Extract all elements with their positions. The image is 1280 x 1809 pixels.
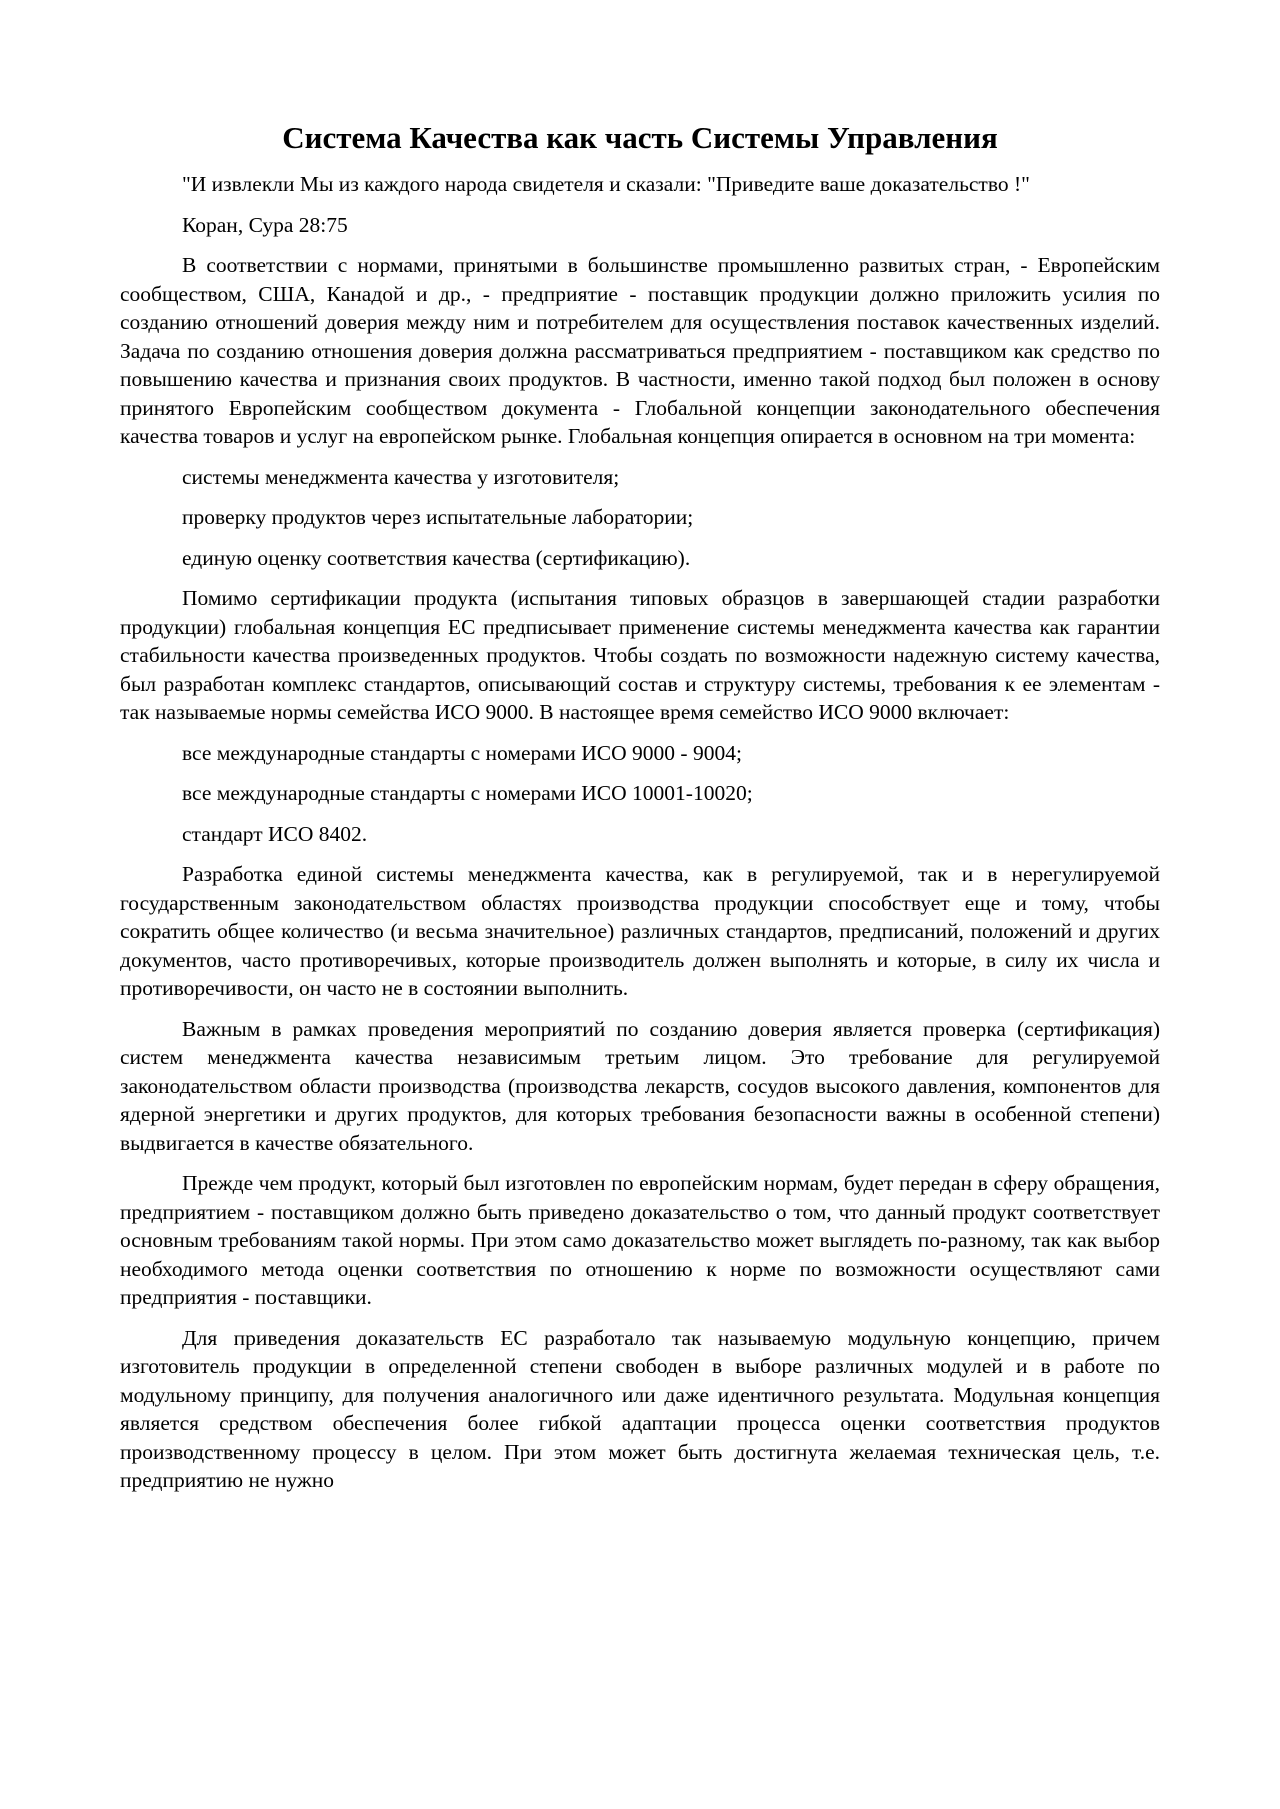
paragraph-4: Важным в рамках проведения мероприятий по созданию доверия является проверка (сертификация) систем менеджмента качества независимым третьим лицом. Это требование для регулируемой законодательством области производства (производства лекарств, сосудов высокого давления, компонентов для ядерной энергетики и других продуктов, для которых требования безопасности важны в особенной степени) выдвигается в качестве обязательного. [120, 1016, 1160, 1155]
list-item: проверку продуктов через испытательные лаборатории; [182, 505, 694, 529]
epigraph-source: Коран, Сура 28:75 [182, 212, 348, 237]
document-title: Система Качества как часть Системы Управления [282, 120, 998, 155]
paragraph-5: Прежде чем продукт, который был изготовлен по европейским нормам, будет передан в сферу обращения, предприятием - поставщиком должно быть приведено доказательство о том, что данный продукт соответствует основным требованиям такой нормы. При этом само доказательство может выглядеть по-разному, так как выбор необходимого метода оценки соответствия по отношению к норме по возможности осуществляют сами предприятия - поставщики. [120, 1171, 1160, 1309]
epigraph-text: "И извлекли Мы из каждого народа свидетеля и сказали: "Приведите ваше доказательство !" [182, 172, 1030, 196]
list-item: все международные стандарты с номерами ИСО 10001-10020; [182, 781, 753, 805]
list-item: единую оценку соответствия качества (сертификацию). [182, 545, 691, 570]
list-item: стандарт ИСО 8402. [182, 821, 368, 846]
list-item: системы менеджмента качества у изготовителя; [182, 464, 620, 489]
paragraph-3: Разработка единой системы менеджмента качества, как в регулируемой, так и в нерегулируемой государственным законодательством областях производства продукции способствует еще и тому, чтобы сократить общее количество (и весьма значительное) различных стандартов, предписаний, положений и других документов, часто противоречивых, которые производитель должен выполнять и которые, в силу их числа и противоречивости, он часто не в состоянии выполнить. [120, 862, 1160, 1000]
list-item: все международные стандарты с номерами ИСО 9000 - 9004; [182, 740, 742, 765]
paragraph-1: В соответствии с нормами, принятыми в большинстве промышленно развитых стран, - Европейским сообществом, США, Канадой и др., - предприятие - поставщик продукции должно приложить усилия по созданию отношений доверия между ним и потребителем для осуществления поставок качественных изделий. Задача по созданию отношения доверия должна рассматриваться предприятием - поставщиком как средство по повышению качества и признания своих продуктов. В частности, именно такой подход был положен в основу принятого Европейским сообществом документа - Глобальной концепции законодательного обеспечения качества товаров и услуг на европейском рынке. Глобальная концепция опирается в основном на три момента: [120, 253, 1160, 448]
document-page [120, 118, 1160, 1507]
paragraph-2: Помимо сертификации продукта (испытания типовых образцов в завершающей стадии разработки продукции) глобальная концепция ЕС предписывает применение системы менеджмента качества как гарантии стабильности качества произведенных продуктов. Чтобы создать по возможности надежную систему качества, был разработан комплекс стандартов, описывающий состав и структуру системы, требования к ее элементам - так называемые нормы семейства ИСО 9000. В настоящее время семейство ИСО 9000 включает: [120, 586, 1160, 724]
paragraph-6: Для приведения доказательств ЕС разработало так называемую модульную концепцию, причем изготовитель продукции в определенной степени свободен в выборе различных модулей и в работе по модульному принципу, для получения аналогичного или даже идентичного результата. Модульная концепция является средством обеспечения более гибкой адаптации процесса оценки соответствия продуктов производственному процессу в целом. При этом может быть достигнута желаемая техническая цель, т.е. предприятию не нужно [120, 1325, 1160, 1492]
